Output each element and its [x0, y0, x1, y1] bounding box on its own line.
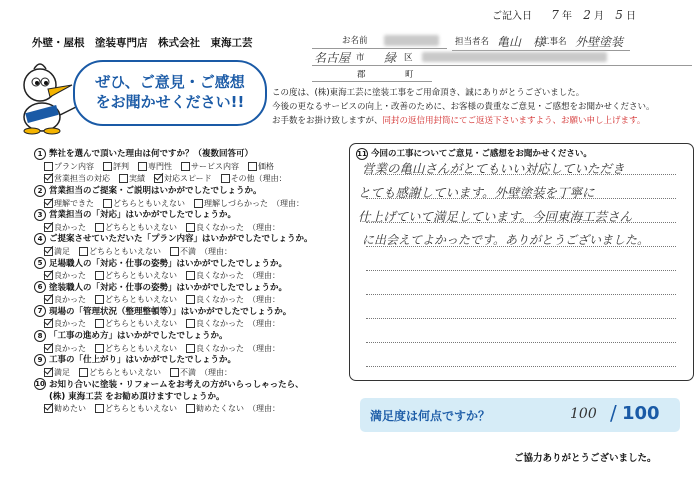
option-label: どちらともいえない	[89, 246, 161, 256]
option-label: どちらともいえない	[105, 271, 177, 281]
comment-box[interactable]	[349, 143, 694, 381]
question-number: 2	[34, 185, 46, 197]
option-row	[34, 246, 344, 257]
option-label: どちらともいえない	[105, 404, 177, 413]
question-title-row	[34, 232, 344, 245]
checkbox-icon[interactable]	[186, 344, 195, 353]
work-value: 外壁塗装	[575, 35, 624, 49]
month-unit: 月	[594, 11, 605, 22]
question-number: 7	[34, 305, 46, 317]
bubble-line-1: ぜひ、ご意見・ご感想	[95, 73, 245, 91]
option[interactable]	[186, 319, 280, 328]
checked-box-icon[interactable]	[44, 319, 53, 328]
option-label: 良かった	[54, 222, 86, 232]
question-5	[34, 257, 344, 281]
option-label: 評判	[113, 161, 129, 171]
question-title-row	[34, 208, 344, 221]
city-unit: 市	[356, 53, 365, 63]
option-label: 良かった	[54, 271, 86, 281]
intro-line-1: この度は、(株)東海工芸に塗装工事をご用命頂き、誠にありがとうございました。	[272, 88, 585, 98]
checkbox-icon[interactable]	[44, 162, 53, 171]
option-label: サービス内容	[191, 161, 239, 171]
option-label: 良くなかった （理由：	[196, 319, 280, 329]
work-label: 工事名	[541, 37, 567, 47]
question-title-row	[34, 147, 344, 160]
option[interactable]	[44, 319, 86, 328]
checkbox-icon[interactable]	[248, 162, 257, 171]
staff-value: 亀山 様	[497, 35, 546, 49]
option-label: 理解できた	[54, 198, 94, 208]
checked-box-icon[interactable]	[44, 404, 53, 413]
question-list	[34, 147, 344, 418]
town-unit: 町	[405, 70, 414, 80]
intro-text	[272, 86, 655, 128]
option[interactable]	[44, 404, 86, 413]
checked-box-icon[interactable]	[154, 174, 163, 183]
comment-title: 今回の工事についてご意見・ご感想をお聞かせください。	[371, 149, 592, 159]
question-title-2: (株) 東海工芸 をお勧め頂けますでしょうか。	[49, 392, 225, 402]
option-row	[34, 367, 344, 378]
option[interactable]	[44, 162, 94, 171]
option-label: 良かった	[54, 295, 86, 305]
option[interactable]	[119, 174, 145, 183]
question-number: 10	[35, 380, 45, 388]
address-underline-2	[312, 81, 432, 82]
question-title: 現場の「管理状況（整理整頓等）」はいかがでしたでしょうか。	[49, 306, 292, 317]
option[interactable]	[186, 223, 280, 232]
ward-value: 緑	[384, 51, 397, 65]
option[interactable]	[103, 162, 129, 171]
city-value: 名古屋	[314, 51, 351, 65]
question-number: 6	[34, 281, 46, 293]
intro-line-3	[272, 114, 655, 128]
ward-unit: 区	[404, 53, 413, 63]
question-title: お知り合いに塗装・リフォームをお考えの方がいらっしゃったら、	[49, 379, 304, 390]
year-unit: 年	[562, 11, 573, 22]
option-label: 良かった	[54, 343, 86, 353]
score-value: 100	[570, 406, 597, 422]
option-row	[34, 198, 344, 209]
option-label: 良くなかった （理由：	[196, 295, 280, 305]
checked-box-icon[interactable]	[44, 344, 53, 353]
option[interactable]	[44, 199, 94, 208]
option[interactable]	[194, 199, 304, 208]
question-number: 5	[34, 257, 46, 269]
staff-label: 担当者名	[455, 37, 490, 47]
checkbox-icon[interactable]	[79, 368, 88, 377]
option-label: 不満 （理由：	[180, 246, 232, 256]
question-number: 9	[34, 354, 46, 366]
option[interactable]	[138, 162, 172, 171]
checkbox-icon[interactable]	[119, 174, 128, 183]
option[interactable]	[44, 368, 70, 377]
company-line: 外壁・屋根 塗装専門店 株式会社 東海工芸	[32, 37, 253, 49]
comment-line-3: 仕上げていて満足しています。今回東海工芸さん	[358, 209, 633, 224]
checked-box-icon[interactable]	[44, 174, 53, 183]
option-row	[34, 343, 344, 354]
score-question: 満足度は何点ですか？	[370, 409, 491, 423]
option-label: 良かった	[54, 319, 86, 329]
comment-title-row	[356, 147, 592, 160]
address-redacted	[422, 52, 607, 62]
name-field[interactable]	[312, 34, 447, 49]
option[interactable]	[186, 271, 280, 280]
option[interactable]	[95, 344, 177, 353]
score-box[interactable]	[360, 398, 680, 432]
checkbox-icon[interactable]	[170, 368, 179, 377]
checkbox-icon[interactable]	[103, 199, 112, 208]
option[interactable]	[95, 295, 177, 304]
speech-bubble	[73, 60, 267, 126]
option[interactable]	[186, 404, 280, 413]
option[interactable]	[95, 271, 177, 280]
question-title: 弊社を選んで頂いた理由は何ですか？（複数回答可）	[49, 149, 254, 159]
checkbox-icon[interactable]	[221, 174, 230, 183]
name-redacted	[384, 35, 439, 46]
option-label: 価格	[258, 161, 274, 171]
option-label: 良くなかった （理由：	[196, 271, 280, 281]
comment-rule-8	[366, 342, 676, 343]
intro-line-3b: 同封の返信用封筒にてご返送下さいますよう、お願い申し上げます。	[382, 116, 646, 126]
checkbox-icon[interactable]	[95, 404, 104, 413]
checked-box-icon[interactable]	[44, 199, 53, 208]
checked-box-icon[interactable]	[44, 247, 53, 256]
option-row	[34, 294, 344, 305]
question-title-row	[34, 184, 344, 197]
checked-box-icon[interactable]	[44, 223, 53, 232]
question-title-row	[34, 378, 344, 391]
question-title: ご提案させていただいた「プラン内容」はいかがでしたでしょうか。	[49, 234, 313, 245]
option-label: 理解しづらかった （理由：	[204, 198, 304, 208]
option-label: 対応スピード	[164, 173, 212, 183]
option-row	[34, 222, 344, 233]
bubble-line-2: をお聞かせください!!	[95, 93, 245, 111]
question-title-row	[34, 305, 344, 318]
question-title: 足場職人の「対応・仕事の姿勢」はいかがでしたでしょうか。	[49, 258, 288, 269]
checkbox-icon[interactable]	[95, 271, 104, 280]
option[interactable]	[103, 199, 185, 208]
gun-unit: 郡	[357, 70, 366, 80]
option[interactable]	[154, 174, 212, 183]
comment-rule-6	[366, 294, 676, 295]
question-1	[34, 147, 344, 184]
option-label: 勧めたくない （理由：	[196, 404, 280, 413]
option-row	[34, 173, 344, 184]
question-6	[34, 281, 344, 305]
date-label: ご記入日	[492, 11, 532, 22]
checkbox-icon[interactable]	[186, 223, 195, 232]
comment-line-1: 営業の亀山さんがとてもいい対応していただき	[362, 161, 625, 176]
thanks-text: ご協力ありがとうございました。	[514, 453, 657, 464]
option-label: 実績	[129, 173, 145, 183]
question-title-row	[34, 281, 344, 294]
question-title: 工事の「仕上がり」はいかがでしたでしょうか。	[49, 355, 237, 366]
option-label: どちらともいえない	[105, 222, 177, 232]
name-label: お名前	[342, 36, 368, 46]
checkbox-icon[interactable]	[95, 344, 104, 353]
checkbox-icon[interactable]	[95, 223, 104, 232]
checkbox-icon[interactable]	[186, 271, 195, 280]
comment-line-2: とても感謝しています。外壁塗装を丁寧に	[358, 185, 595, 200]
option-label: 不満 （理由：	[180, 367, 232, 377]
question-title: 「工事の進め方」はいかがでしたでしょうか。	[49, 331, 228, 342]
option-label: 営業担当の対応	[54, 173, 110, 183]
option[interactable]	[79, 368, 161, 377]
option[interactable]	[44, 344, 86, 353]
checked-box-icon[interactable]	[44, 295, 53, 304]
option[interactable]	[44, 174, 110, 183]
option-label: どちらともいえない	[113, 198, 185, 208]
option[interactable]	[44, 295, 86, 304]
option[interactable]	[95, 404, 177, 413]
option[interactable]	[44, 223, 86, 232]
option-label: どちらともいえない	[89, 367, 161, 377]
checkbox-icon[interactable]	[186, 295, 195, 304]
question-number: 1	[34, 148, 46, 160]
option-label: どちらともいえない	[105, 319, 177, 329]
checkbox-icon[interactable]	[186, 319, 195, 328]
score-slash: /	[610, 401, 617, 425]
score-max: 100	[622, 403, 660, 424]
question-title: 塗装職人の「対応・仕事の姿勢」はいかがでしたでしょうか。	[49, 282, 288, 293]
question-title-row	[34, 353, 344, 366]
intro-line-3a: お手数をお掛け致しますが、	[272, 116, 383, 126]
option[interactable]	[95, 319, 177, 328]
option-row	[34, 318, 344, 329]
comment-rule-9	[366, 366, 676, 367]
option-label: 良くなかった （理由：	[196, 222, 280, 232]
option[interactable]	[186, 344, 280, 353]
question-number: 3	[34, 209, 46, 221]
question-9	[34, 353, 344, 377]
checkbox-icon[interactable]	[95, 319, 104, 328]
checkbox-icon[interactable]	[79, 247, 88, 256]
question-2	[34, 184, 344, 208]
option[interactable]	[186, 295, 280, 304]
checkbox-icon[interactable]	[170, 247, 179, 256]
option-label: 満足	[54, 367, 70, 377]
option[interactable]	[170, 247, 232, 256]
checkbox-icon[interactable]	[186, 404, 195, 413]
checkbox-icon[interactable]	[138, 162, 147, 171]
option[interactable]	[248, 162, 274, 171]
option[interactable]	[221, 174, 287, 183]
option-label: どちらともいえない	[105, 343, 177, 353]
question-title: 営業担当の「対応」はいかがでしたでしょうか。	[49, 210, 237, 221]
comment-rule-5	[366, 270, 676, 271]
checkbox-icon[interactable]	[95, 295, 104, 304]
question-10	[34, 378, 344, 418]
option-label: 勧めたい	[54, 404, 86, 413]
option[interactable]	[44, 247, 70, 256]
checked-box-icon[interactable]	[44, 271, 53, 280]
option-row	[34, 403, 344, 414]
question-number: 4	[34, 233, 46, 245]
option-label: どちらともいえない	[105, 295, 177, 305]
option[interactable]	[79, 247, 161, 256]
checkbox-icon[interactable]	[103, 162, 112, 171]
question-title: 営業担当のご提案・ご説明はいかがでしたでしょうか。	[49, 186, 262, 196]
comment-number: 11	[357, 149, 367, 158]
question-3	[34, 208, 344, 232]
option-label: プラン内容	[54, 161, 94, 171]
option[interactable]	[44, 271, 86, 280]
date-month: 2	[583, 8, 591, 22]
option-label: 満足	[54, 246, 70, 256]
checkbox-icon[interactable]	[181, 162, 190, 171]
option[interactable]	[170, 368, 232, 377]
comment-rule-7	[366, 318, 676, 319]
option-label: 良くなかった （理由：	[196, 343, 280, 353]
question-4	[34, 232, 344, 256]
intro-line-2: 今後の更なるサービスの向上・改善のために、お客様の貴重なご意見・ご感想をお聞かせください。	[272, 102, 655, 112]
option-row	[34, 270, 344, 281]
option-label: 専門性	[148, 161, 172, 171]
question-title-row	[34, 329, 344, 342]
address-field[interactable]	[312, 49, 692, 66]
comment-line-4: に出会えてよかったです。ありがとうございました。	[362, 233, 650, 247]
checked-box-icon[interactable]	[44, 368, 53, 377]
option-label: その他（理由：	[230, 173, 287, 183]
question-number: 8	[34, 330, 46, 342]
question-8	[34, 329, 344, 353]
option[interactable]	[95, 223, 177, 232]
option-row	[34, 161, 344, 172]
option[interactable]	[181, 162, 239, 171]
question-title-row	[34, 257, 344, 270]
date-day: 5	[615, 8, 623, 22]
day-unit: 日	[626, 11, 637, 22]
checkbox-icon[interactable]	[194, 199, 203, 208]
date-year: 7	[551, 8, 559, 22]
question-7	[34, 305, 344, 329]
date-row	[492, 10, 636, 22]
